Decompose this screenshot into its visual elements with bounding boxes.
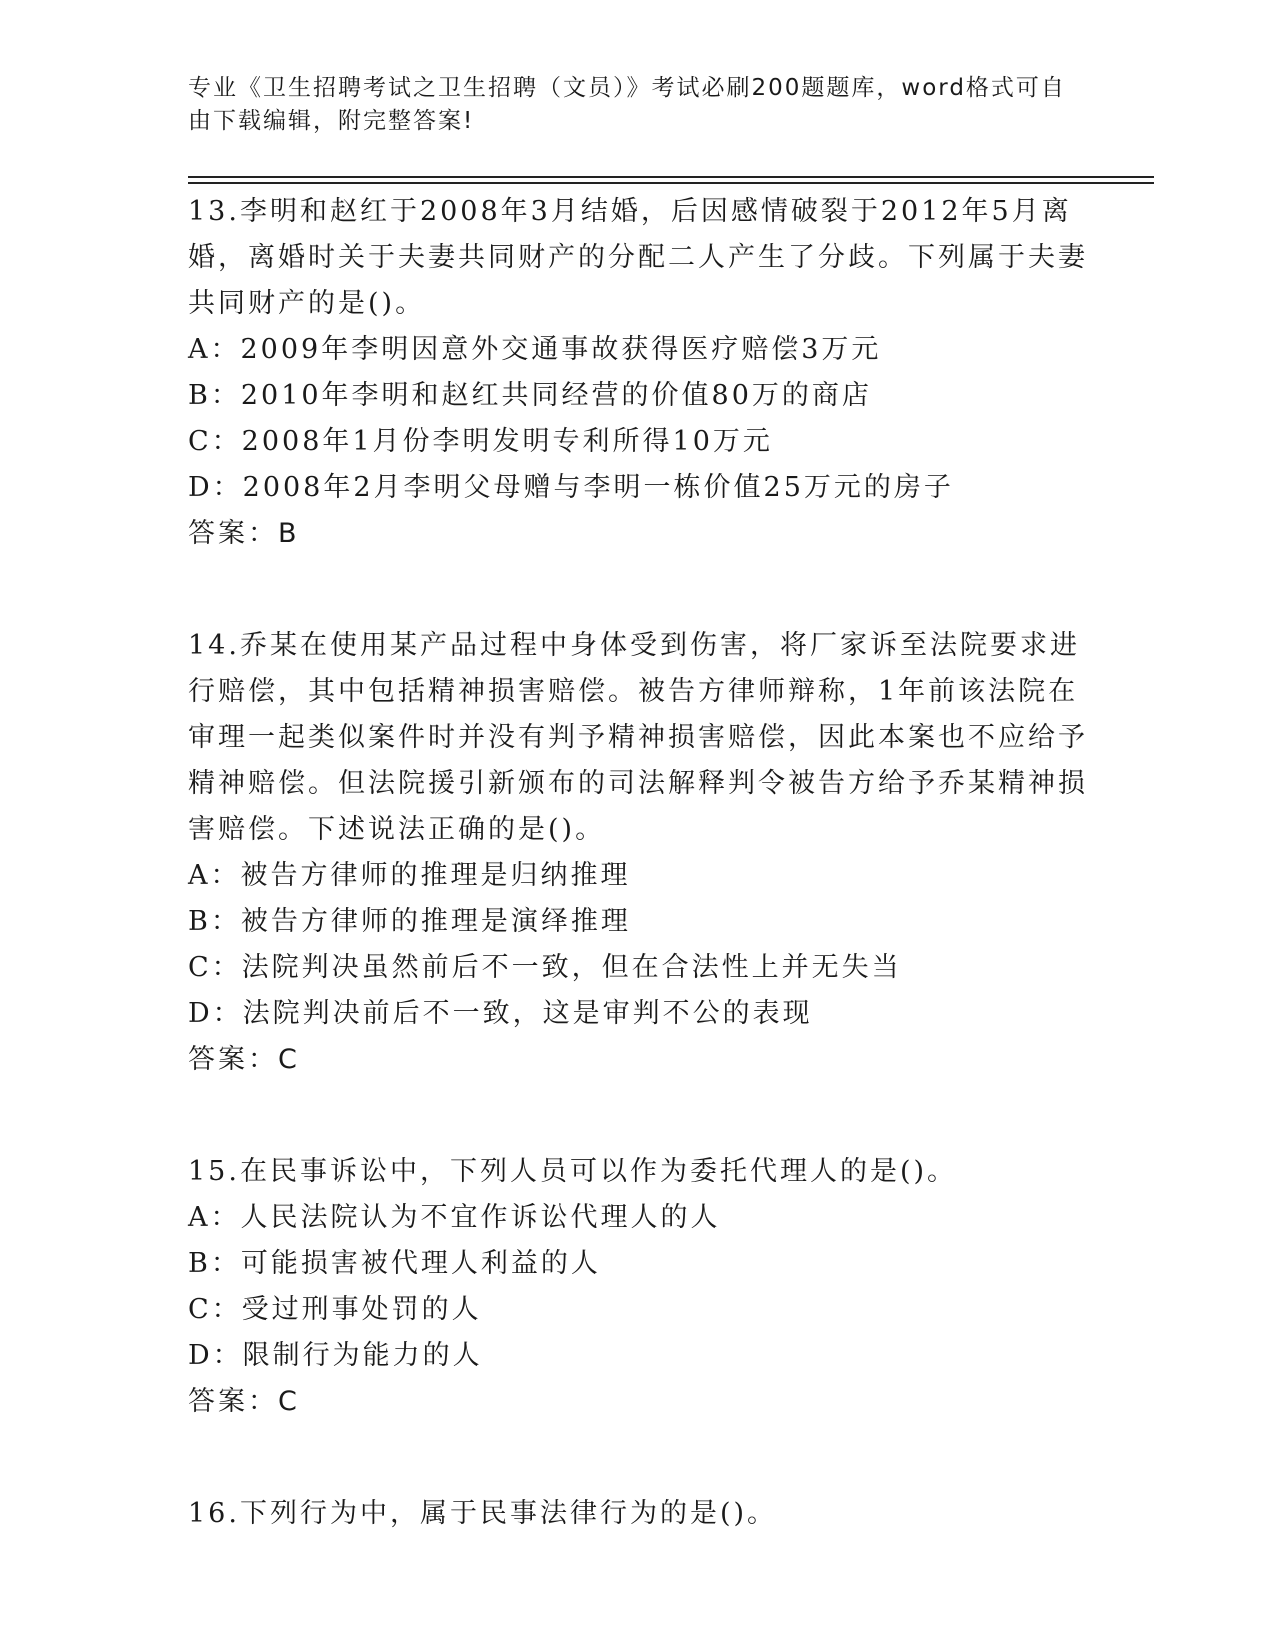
question-list [188,189,1088,1537]
question-spacer [188,1083,1088,1149]
option-b: B：被告方律师的推理是演绎推理 [188,906,631,937]
option-b: B：2010年李明和赵红共同经营的价值80万的商店 [188,380,872,411]
answer: 答案：B [188,518,300,549]
question-15 [188,1149,1088,1425]
option-d: D：2008年2月李明父母赠与李明一栋价值25万元的房子 [188,472,954,503]
question-stem: 13.李明和赵红于2008年3月结婚，后因感情破裂于2012年5月离婚，离婚时关于夫妻共同财产的分配二人产生了分歧。下列属于夫妻共同财产的是()。 [188,196,1088,319]
question-stem: 15.在民事诉讼中，下列人员可以作为委托代理人的是()。 [188,1156,958,1187]
option-b: B：可能损害被代理人利益的人 [188,1248,601,1279]
answer: 答案：C [188,1044,300,1075]
header-divider-top [188,176,1154,178]
option-d: D：法院判决前后不一致，这是审判不公的表现 [188,998,813,1029]
option-a: A：被告方律师的推理是归纳推理 [188,860,631,891]
question-14 [188,623,1088,1083]
option-c: C：法院判决虽然前后不一致，但在合法性上并无失当 [188,952,902,983]
option-d: D：限制行为能力的人 [188,1340,483,1371]
question-spacer [188,557,1088,623]
question-13 [188,189,1088,557]
answer: 答案：C [188,1386,300,1417]
question-spacer [188,1425,1088,1491]
option-c: C：2008年1月份李明发明专利所得10万元 [188,426,773,457]
header-divider-bottom [188,182,1154,184]
question-16 [188,1491,1088,1537]
option-a: A：人民法院认为不宜作诉讼代理人的人 [188,1202,721,1233]
question-stem: 16.下列行为中，属于民事法律行为的是()。 [188,1498,778,1529]
option-c: C：受过刑事处罚的人 [188,1294,482,1325]
question-stem: 14.乔某在使用某产品过程中身体受到伤害，将厂家诉至法院要求进行赔偿，其中包括精神损害赔偿。被告方律师辩称，1年前该法院在审理一起类似案件时并没有判予精神损害赔偿，因此本案也不应给予精神赔偿。但法院援引新颁布的司法解释判令被告方给予乔某精神损害赔偿。下述说法正确的是()。 [188,630,1088,845]
document-intro: 专业《卫生招聘考试之卫生招聘（文员）》考试必刷200题题库，word格式可自由下载编辑，附完整答案! [188,75,1066,134]
option-a: A：2009年李明因意外交通事故获得医疗赔偿3万元 [188,334,882,365]
